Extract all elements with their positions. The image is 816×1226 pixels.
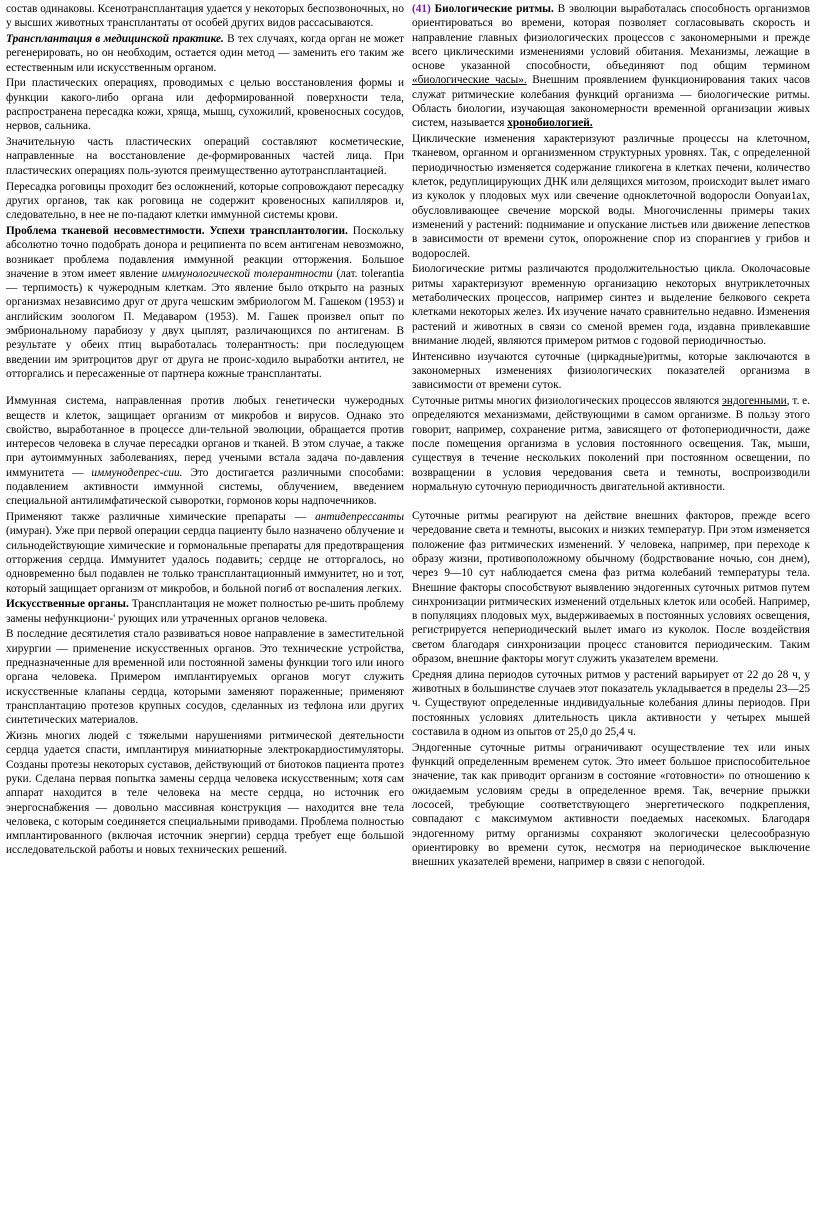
paragraph: Жизнь многих людей с тяжелыми нарушениями ритмической деятельности сердца удается спасти, имплантируя миниатюрные электрокардиостимуляторы. Созданы протезы некоторых суставов, действующий от биотоков пациента протез руки. Сделана первая попытка замены сердца человека искусственным; хотя сам аппарат находится в теле человека на месте сердца, но источник его энергоснабжения — довольно массивная конструкция — находится вне тела человека, с которым соединяется специальными приводами. Проблема полностью имплантированного (включая источник энергии) сердца требует еще большой исследовательской работы и новых технических решений.: [6, 730, 404, 857]
paragraph-biological-rhythms: [412, 2, 810, 131]
paragraph-text: Суточные ритмы многих физиологических процессов являются: [412, 395, 723, 408]
paragraph: При пластических операциях, проводимых с целью восстановления формы и функции какого-либо органа или деформированной поверхности тела, распространена пересадка кожи, хряща, мышц, сухожилий, кровеносных сосудов, нервов, сальника.: [6, 77, 404, 133]
question-number: (41): [412, 3, 431, 15]
paragraph: Значительную часть пластических операций составляют косметические, направленные на восстановление де-формированных частей лица. При пластических операциях поль-зуются преимущественно аутотрансплантацией.: [6, 136, 404, 177]
paragraph-text: Поскольку абсолютно точно подобрать донора и реципиента по всем антигенам невозможно, возникает проблема подавления иммунной реакции отторжения. Большое значение в этом имеет явление: [6, 224, 404, 280]
section-heading: Проблема тканевой несовместимости. Успехи трансплантологии.: [6, 224, 348, 237]
paragraph: В последние десятилетия стало развиваться новое направление в заместительной хирургии — применение искусственных органов. Это технические устройства, предназначенные для временной или постоянной замены функции того или иного органа человека. Примером имплантируемых органов могут служить искусственные клапаны сердца, которыми заменяют пораженные; применяют трансплантацию протезов крупных сосудов, сделанных из тефлона или других синтетических материалов.: [6, 628, 404, 727]
paragraph-tissue-incompatibility: [6, 224, 404, 381]
paragraph-transplantation-practice: [6, 32, 404, 75]
paragraph-text: (лат. tolerantia — терпимость) к чужеродным клеткам. Это явление было открыто на разных организмах независимо друг от друга чешским эмбриологом М. Гашеком (1953) и английским зоологом П. Медаваром (1953). М. Гашек произвел опыт по эмбриональному парабиозу у двух цыплят, различающихся по антигенам. В результате у обеих птиц выработалась толерантность: при последующем введении им эритроцитов друг от друга не проис-ходило выработки антител, не отторгались и пересаженные от партнера кожные трансплантаты.: [6, 267, 404, 380]
italic-term: антидепрессанты: [315, 511, 404, 524]
paragraph: состав одинаковы. Ксенотрансплантация удается у некоторых беспозвоночных, но у высших животных трансплантаты от особей других видов рассасываются.: [6, 3, 404, 30]
section-heading: Искусственные органы.: [6, 598, 129, 611]
underlined-term: «биологические часы».: [412, 74, 527, 87]
paragraph-artificial-organs: [6, 597, 404, 626]
paragraph: Пересадка роговицы проходит без осложнений, которые сопровождают пересадку других органов, так как роговица не содержит кровеносных капилляров и, следовательно, в нее не по-падают клетки иммунной системы крови.: [6, 180, 404, 222]
underlined-term: эндогенными: [722, 395, 787, 408]
paragraph-text: Иммунная система, направленная против любых генетически чужеродных веществ и клеток, защищает организм от микробов и вирусов. Однако это свойство, выработанное в процессе дли-тельной эволюции, обращается против интересов человека в случае пересадки органов и тканей. В этом случае, а также при аутоиммунных заболеваниях, перед учеными встала задача по-давления иммунитета —: [6, 395, 404, 479]
paragraph-text: Применяют также различные химические препараты —: [6, 511, 316, 524]
paragraph: Интенсивно изучаются суточные (циркадные)ритмы, которые заключаются в закономерных изменениях физиологических показателей организма в зависимости от времени суток.: [412, 350, 810, 392]
right-column: [412, 2, 810, 1226]
section-heading: Трансплантация в медицинской практике.: [6, 33, 224, 46]
paragraph-endogenous: [412, 394, 810, 494]
paragraph-text: , т. е. определяются механизмами, действующими в самом организме. В пользу этого говорит, например, сохранение ритма, зависящего от фотопериодичности, даже после помещения организма в условия постоянного освещения. Так, мыши, существуя в течение нескольких поколений при постоянном освещении, по возвращении в условия чередования света и темноты, воспроизводили нормальную суточную периодичность двигательной активности.: [412, 395, 810, 493]
paragraph-text: (имуран). Уже при первой операции сердца пациенту было назначено облучение и сильнодействующие химические и гормональные препараты для предотвращения отторжения сердца. Иммунитет удалось подавить; сердце не отторгалось, но одновременно был подавлен не только трансплантационный иммунитет, но и тот, который защищает организм от микробов, и больной погиб от воспаления легких.: [6, 525, 404, 595]
paragraph: Средняя длина периодов суточных ритмов у растений варьирует от 22 до 28 ч, у животных в большинстве случаев этот показатель укладывается в пределы 23—25 ч. Существуют определенные индивидуальные колебания длины периодов. При постоянных условиях длительность цикла активности у четырех мышей составила в одном из опытов от 25,0 до 25,4 ч.: [412, 668, 810, 739]
paragraph-immune-system: [6, 394, 404, 508]
paragraph-text: В тех случаях, когда орган не может регенерировать, но он необходим, остается один метод — заменить его таким же естественным или искусственным органом.: [6, 33, 404, 74]
italic-term: иммунодепрес-сии.: [91, 466, 183, 479]
paragraph-text: Это достигается различными способами: подавлением активности иммунной системы, облучением, введением специальной антилимфатической сыворотки, гормонов коры надпочечников.: [6, 466, 404, 508]
paragraph: Суточные ритмы реагируют на действие внешних факторов, прежде всего чередование света и темноты, высоких и низких температур. При этом изменяется положение фаз ритмических изменений. У человека, например, при переходе к образу жизни, противоположному обычному (бодрствование ночью, сон днем), через 9—10 сут наблюдается смена фаз ритма колебаний температуры тела. Внешние факторы способствуют выявлению эндогенных суточных ритмов путем синхронизации ритмических изменений отдельных клеток или особей. Например, в популяциях плодовых мух, выдерживаемых в постоянных условиях освещения, регистрируется непериодический вылет имаго из куколок. После воздействия светом благодаря синхронизации процесс становится периодическим. Таким образом, внешние факторы могут служить указателем времени.: [412, 510, 810, 666]
paragraph: Циклические изменения характеризуют различные процессы на клеточном, тканевом, органном и организменном структурных уровнях. Так, с определенной периодичностью изменяется содержание гликогена в клетках печени, количество клеток, редуплицирующих ДНК или делящихся митозом, происходит вылет имаго из куколок у плодовых мух или свечение одноклеточной водоросли Ооnуаи1ах, обусловливающее свечение морской воды. Многочисленны примеры таких изменений у растений: поднимание и опускание листьев или движение лепестков в зависимости от времени суток, опорожнение спор из спорангиев у грибов и водорослей.: [412, 133, 810, 260]
paragraph: Биологические ритмы различаются продолжительностью цикла. Околочасовые ритмы характеризуют временную организацию некоторых внутриклеточных метаболических процессов, например синтез и выделение белкового секрета клетками некоторых желез. Их изучение начато сравнительно недавно. Изменения растений и животных в связи со сменой времен года, издавна привлекавшие внимание людей, являются примером ритмов с годовой периодичностью.: [412, 263, 810, 347]
paragraph-text: В эволюции выработалась способность организмов ориентироваться во времени, которая позволяет согласовывать скорость и направление главных физиологических процессов с закономерными и прежде всего циклическими изменениями условий обитания. Механизмы, лежащие в основе указанной способности, объединяют под общим термином: [412, 3, 810, 73]
paragraph: Эндогенные суточные ритмы ограничивают осуществление тех или иных функций определенным временем суток. Это имеет большое приспособительное значение, так как приводит организм в состояние «готовности» по отношению к ожидаемым условиям среды в определенное время. Так, вечерние прыжки лососей, требующие соответствующего энергетического подкрепления, совпадают с максимумом активности поедаемых насекомых. Благодаря эндогенному ритму организмы сохраняют экологически целесообразную ориентировку во времени суток, несмотря на периодическое выключение внешних указателей времени, например в связи с непогодой.: [412, 741, 810, 869]
section-heading: Биологические ритмы.: [430, 3, 554, 15]
paragraph-chemical-agents: [6, 510, 404, 596]
left-column: [6, 2, 404, 1226]
italic-term: иммунологической толерантности: [161, 267, 333, 280]
paragraph-text: Внешним проявлением функционирования таких часов служат ритмические колебания функций организма — биологические ритмы. Область биологии, изучающая закономерности временной организации живых систем, называется: [412, 74, 810, 130]
paragraph-text: Трансплантация не может полностью ре-шить проблему замены нефункциони-' рующих или утраченных органов человека.: [6, 598, 404, 625]
bold-underlined-term: хронобиологией.: [507, 117, 593, 130]
